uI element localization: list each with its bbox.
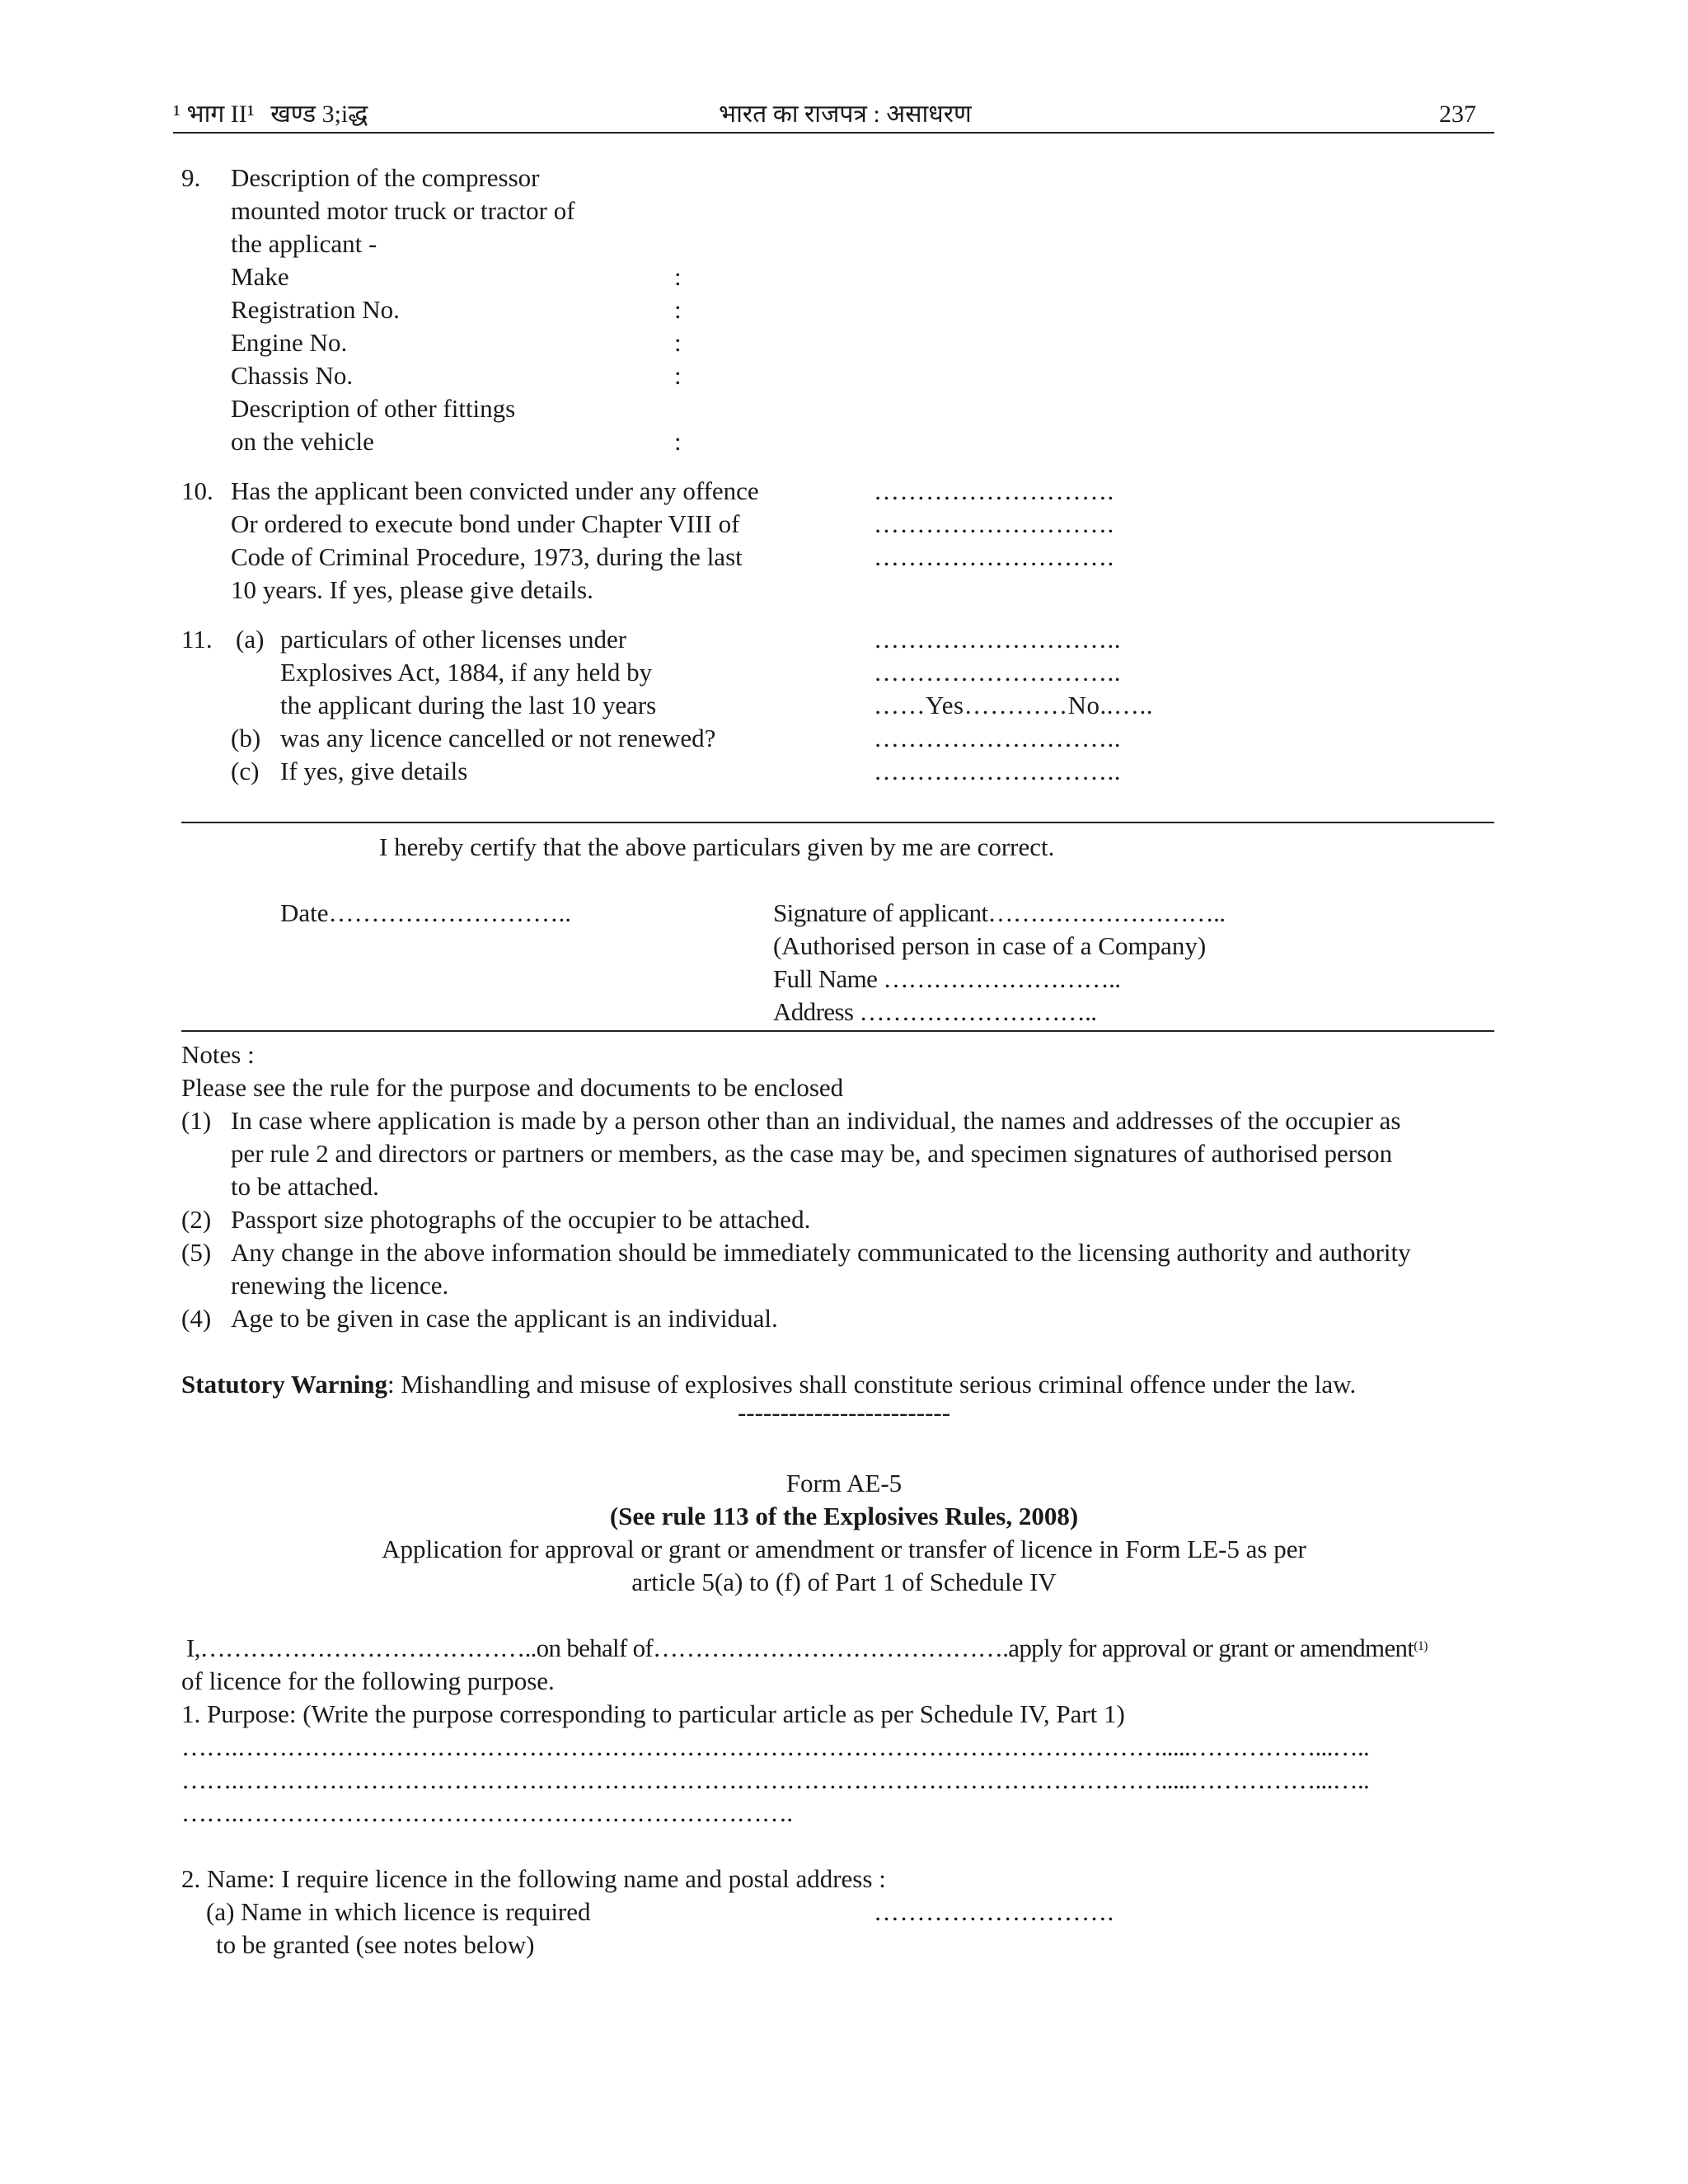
item9-number: 9.: [181, 163, 201, 192]
item9-field-vehicle: on the vehicle: [231, 427, 374, 456]
item11-a-line-2: Explosives Act, 1884, if any held by: [280, 658, 653, 687]
header-mark: ¹: [173, 101, 181, 128]
item11-c-text: If yes, give details: [280, 757, 468, 785]
purpose-blank-1[interactable]: …….………………………………………………………………………………………………….....……………...…..: [181, 1732, 1370, 1761]
note-2-line-1: Passport size photographs of the occupier to be attached.: [231, 1205, 811, 1234]
note-1-line-2: per rule 2 and directors or partners or members, as the case may be, and specimen signatures of authorised person: [231, 1139, 1393, 1168]
item9-field-chassis: Chassis No.: [231, 361, 354, 390]
full-name-field[interactable]: Full Name ………………………..: [773, 964, 1121, 993]
page-number: 237: [1439, 101, 1476, 128]
form-description-2: article 5(a) to (f) of Part 1 of Schedule IV: [631, 1568, 1057, 1596]
item11-b-text: was any licence cancelled or not renewed?: [280, 724, 716, 752]
header-mark2: ¹: [246, 101, 255, 128]
notes-intro: Please see the rule for the purpose and documents to be enclosed: [181, 1073, 844, 1102]
item11-yes-no[interactable]: ……Yes…………No..…..: [874, 691, 1153, 719]
item9-line-2: mounted motor truck or tractor of: [231, 196, 575, 225]
purpose-heading: 1. Purpose: (Write the purpose corresponding to particular article as per Schedule IV, Part 1): [181, 1699, 1125, 1728]
item11-c-label: (c): [231, 757, 260, 785]
item11-blank-2[interactable]: ………………………..: [874, 658, 1121, 687]
item10-line-3: Code of Criminal Procedure, 1973, during the last: [231, 542, 743, 571]
note-5-number: (5): [181, 1238, 212, 1267]
declaration-text: I,…………………………………..on behalf of…………………………………….apply for approval or grant or amendment: [186, 1633, 1414, 1662]
item9-field-engine: Engine No.: [231, 328, 348, 357]
item9-field-chassis-colon: :: [674, 361, 682, 390]
item10-line-1: Has the applicant been convicted under any offence: [231, 476, 759, 505]
header-rule: [173, 132, 1494, 134]
item11-blank-4[interactable]: ………………………..: [874, 724, 1121, 752]
note-2-number: (2): [181, 1205, 212, 1234]
header-title: भारत का राजपत्र : असाधरण: [719, 101, 972, 128]
header-section: खण्ड 3;iद्ध: [270, 101, 368, 128]
note-1-line-1: In case where application is made by a person other than an individual, the names and addresses of the occupier as: [231, 1106, 1401, 1135]
purpose-blank-3[interactable]: …….………………………………………………………….: [181, 1798, 793, 1827]
item11-blank-5[interactable]: ………………………..: [874, 757, 1121, 785]
certify-rule-bottom: [181, 1030, 1494, 1032]
item11-blank-1[interactable]: ………………………..: [874, 625, 1121, 654]
form-title: Form AE-5: [785, 1469, 903, 1497]
item9-field-registration-colon: :: [674, 295, 682, 324]
name-item-a-line-1: (a) Name in which licence is required: [206, 1897, 591, 1926]
form-rule-reference: (See rule 113 of the Explosives Rules, 2008): [609, 1502, 1079, 1530]
item9-field-make: Make: [231, 262, 289, 291]
item9-field-vehicle-colon: :: [674, 427, 682, 456]
name-item-a-line-2: to be granted (see notes below): [216, 1930, 535, 1959]
note-5-line-2: renewing the licence.: [231, 1271, 449, 1300]
note-1-line-3: to be attached.: [231, 1172, 379, 1201]
name-blank[interactable]: ……………………….: [874, 1897, 1114, 1926]
item11-a-line-1: particulars of other licenses under: [280, 625, 627, 654]
item10-number: 10.: [181, 476, 213, 505]
note-5-line-1: Any change in the above information should be immediately communicated to the licensing authority and authority: [231, 1238, 1411, 1267]
item11-b-label: (b): [231, 724, 261, 752]
item10-line-2: Or ordered to execute bond under Chapter VIII of: [231, 509, 740, 538]
form-description-1: Application for approval or grant or amendment or transfer of licence in Form LE-5 as per: [382, 1535, 1306, 1563]
note-4-line-1: Age to be given in case the applicant is an individual.: [231, 1304, 778, 1333]
item10-blank-2[interactable]: ……………………….: [874, 509, 1114, 538]
item9-field-make-colon: :: [674, 262, 682, 291]
note-1-number: (1): [181, 1106, 212, 1135]
item9-field-fittings: Description of other fittings: [231, 394, 516, 423]
item9-field-engine-colon: :: [674, 328, 682, 357]
date-field[interactable]: Date………………………..: [280, 898, 572, 927]
item10-blank-1[interactable]: ……………………….: [874, 476, 1114, 505]
declaration-line-2: of licence for the following purpose.: [181, 1666, 555, 1695]
item11-number: 11.: [181, 625, 213, 654]
header-part: भाग II: [186, 101, 247, 128]
certify-rule-top: [181, 822, 1494, 823]
declaration-line[interactable]: [186, 1632, 1428, 1665]
item9-field-registration: Registration No.: [231, 295, 400, 324]
warning-label: Statutory Warning: [181, 1370, 388, 1399]
warning-text: : Mishandling and misuse of explosives shall constitute serious criminal offence under the law.: [387, 1370, 1357, 1399]
authorised-note: (Authorised person in case of a Company): [773, 931, 1207, 960]
header-left: [173, 99, 368, 130]
item9-line-1: Description of the compressor: [231, 163, 540, 192]
notes-title: Notes :: [181, 1040, 255, 1069]
declaration-footnote: (1): [1414, 1639, 1428, 1653]
item11-a-label: (a): [236, 625, 265, 654]
address-field[interactable]: Address ………………………..: [773, 997, 1097, 1026]
item11-a-line-3: the applicant during the last 10 years: [280, 691, 657, 719]
certify-statement: I hereby certify that the above particulars given by me are correct.: [379, 832, 1055, 861]
item10-line-4: 10 years. If yes, please give details.: [231, 575, 593, 604]
item10-blank-3[interactable]: ……………………….: [874, 542, 1114, 571]
signature-field[interactable]: Signature of applicant………………………..: [773, 898, 1226, 927]
note-4-number: (4): [181, 1304, 212, 1333]
name-heading: 2. Name: I require licence in the following name and postal address :: [181, 1864, 886, 1893]
section-divider: -------------------------: [737, 1398, 951, 1427]
purpose-blank-2[interactable]: …….………………………………………………………………………………………………….....……………...…..: [181, 1765, 1370, 1794]
item9-line-3: the applicant -: [231, 229, 377, 258]
